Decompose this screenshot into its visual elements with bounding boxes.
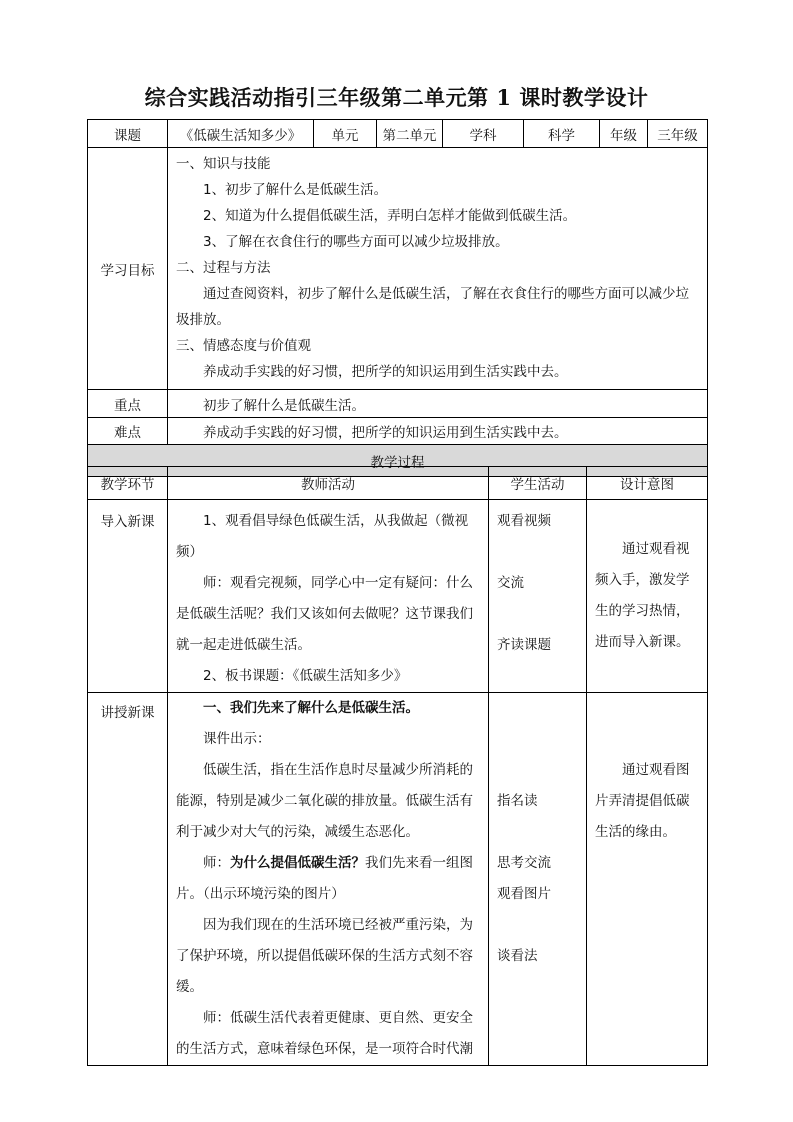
lesson-value: 《低碳生活知多少》 bbox=[168, 120, 314, 148]
intro-teacher-dialogue: 师：观看完视频，同学心中一定有疑问：什么是低碳生活呢？我们又该如何去做呢？这节课我们就一起走进低碳生活。 bbox=[176, 575, 473, 653]
intro-stage: 导入新课 bbox=[88, 500, 168, 693]
intro-teacher-step-1: 1、观看倡导绿色低碳生活，从我做起（微视频） bbox=[176, 513, 469, 560]
lecture-question-prefix: 师： bbox=[203, 855, 230, 871]
subject-label: 学科 bbox=[443, 120, 524, 148]
column-header-intent: 设计意图 bbox=[587, 467, 708, 500]
page-title: 综合实践活动指引三年级第二单元第 1 课时教学设计 bbox=[144, 85, 649, 110]
lecture-student-activity bbox=[489, 693, 587, 1066]
objectives-section-2-text: 通过查阅资料，初步了解什么是低碳生活，了解在衣食住行的哪些方面可以减少垃圾排放。 bbox=[176, 286, 689, 328]
lecture-question-bold: 为什么提倡低碳生活？ bbox=[230, 855, 365, 871]
column-header-student: 学生活动 bbox=[489, 467, 587, 500]
difficulty-row bbox=[88, 418, 708, 445]
objectives-section-3-title: 三、情感态度与价值观 bbox=[176, 338, 311, 354]
intro-design-intent bbox=[587, 500, 708, 693]
grade-value: 三年级 bbox=[648, 120, 708, 148]
student-activity-item: 指名读 bbox=[497, 793, 538, 809]
objectives-label: 学习目标 bbox=[88, 148, 168, 390]
student-activity-item: 观看视频 bbox=[497, 513, 551, 529]
objectives-section-1-title: 一、知识与技能 bbox=[176, 156, 271, 172]
intro-teacher-activity bbox=[168, 500, 489, 693]
lecture-summary: 师：低碳生活代表着更健康、更自然、更安全的生活方式，意味着绿色环保，是一项符合时代潮 bbox=[176, 1010, 473, 1057]
lecture-design-intent bbox=[587, 693, 708, 1066]
lecture-stage: 讲授新课 bbox=[88, 693, 168, 1066]
key-point-value: 初步了解什么是低碳生活。 bbox=[168, 390, 708, 418]
lecture-row bbox=[88, 693, 708, 1066]
lecture-question bbox=[176, 848, 482, 910]
grade-label: 年级 bbox=[600, 120, 648, 148]
lecture-show: 课件出示： bbox=[203, 731, 271, 747]
objectives-section-3-text: 养成动手实践的好习惯，把所学的知识运用到生活实践中去。 bbox=[203, 364, 568, 380]
lecture-intent-text: 通过观看图片弄清提倡低碳生活的缘由。 bbox=[595, 762, 690, 840]
unit-value: 第二单元 bbox=[377, 120, 443, 148]
student-activity-item: 齐读课题 bbox=[497, 637, 551, 653]
lecture-teacher-activity bbox=[168, 693, 489, 1066]
difficulty-label: 难点 bbox=[88, 418, 168, 445]
lecture-reason: 因为我们现在的生活环境已经被严重污染，为了保护环境，所以提倡低碳环保的生活方式刻不容缓。 bbox=[176, 917, 473, 995]
process-columns-row bbox=[88, 467, 708, 500]
lesson-label: 课题 bbox=[88, 120, 168, 148]
objective-item: 1、初步了解什么是低碳生活。 bbox=[203, 182, 388, 198]
student-activity-item: 思考交流 bbox=[497, 855, 551, 871]
column-header-stage: 教学环节 bbox=[88, 467, 168, 500]
column-header-teacher: 教师活动 bbox=[168, 467, 489, 500]
subject-value: 科学 bbox=[524, 120, 600, 148]
intro-student-activity bbox=[489, 500, 587, 693]
process-header: 教学过程 bbox=[88, 445, 708, 477]
intro-intent-text: 通过观看视频入手，激发学生的学习热情，进而导入新课。 bbox=[595, 541, 690, 650]
objectives-section-2-title: 二、过程与方法 bbox=[176, 260, 271, 276]
unit-label: 单元 bbox=[314, 120, 377, 148]
intro-teacher-step-2: 2、板书课题：《低碳生活知多少》 bbox=[203, 668, 408, 684]
student-activity-item: 谈看法 bbox=[497, 948, 538, 964]
intro-row bbox=[88, 500, 708, 693]
student-activity-item: 交流 bbox=[497, 575, 524, 591]
objective-item: 3、了解在衣食住行的哪些方面可以减少垃圾排放。 bbox=[203, 234, 509, 250]
difficulty-value: 养成动手实践的好习惯，把所学的知识运用到生活实践中去。 bbox=[168, 418, 708, 445]
lecture-heading: 一、我们先来了解什么是低碳生活。 bbox=[203, 700, 419, 716]
key-point-label: 重点 bbox=[88, 390, 168, 418]
key-point-row bbox=[88, 390, 708, 418]
teaching-process-table bbox=[87, 466, 708, 1066]
lesson-info-table bbox=[87, 119, 708, 477]
info-row bbox=[88, 120, 708, 148]
objective-item: 2、知道为什么提倡低碳生活，弄明白怎样才能做到低碳生活。 bbox=[203, 208, 577, 224]
objectives-content bbox=[168, 148, 708, 390]
objectives-row bbox=[88, 148, 708, 390]
student-activity-item: 观看图片 bbox=[497, 886, 551, 902]
lecture-question-rest: 我们先来看一组图片。（出示环境污染的图片） bbox=[176, 855, 473, 902]
lecture-definition: 低碳生活，指在生活作息时尽量减少所消耗的能源，特别是减少二氧化碳的排放量。低碳生活有利于减少对大气的污染，减缓生态恶化。 bbox=[176, 762, 473, 840]
